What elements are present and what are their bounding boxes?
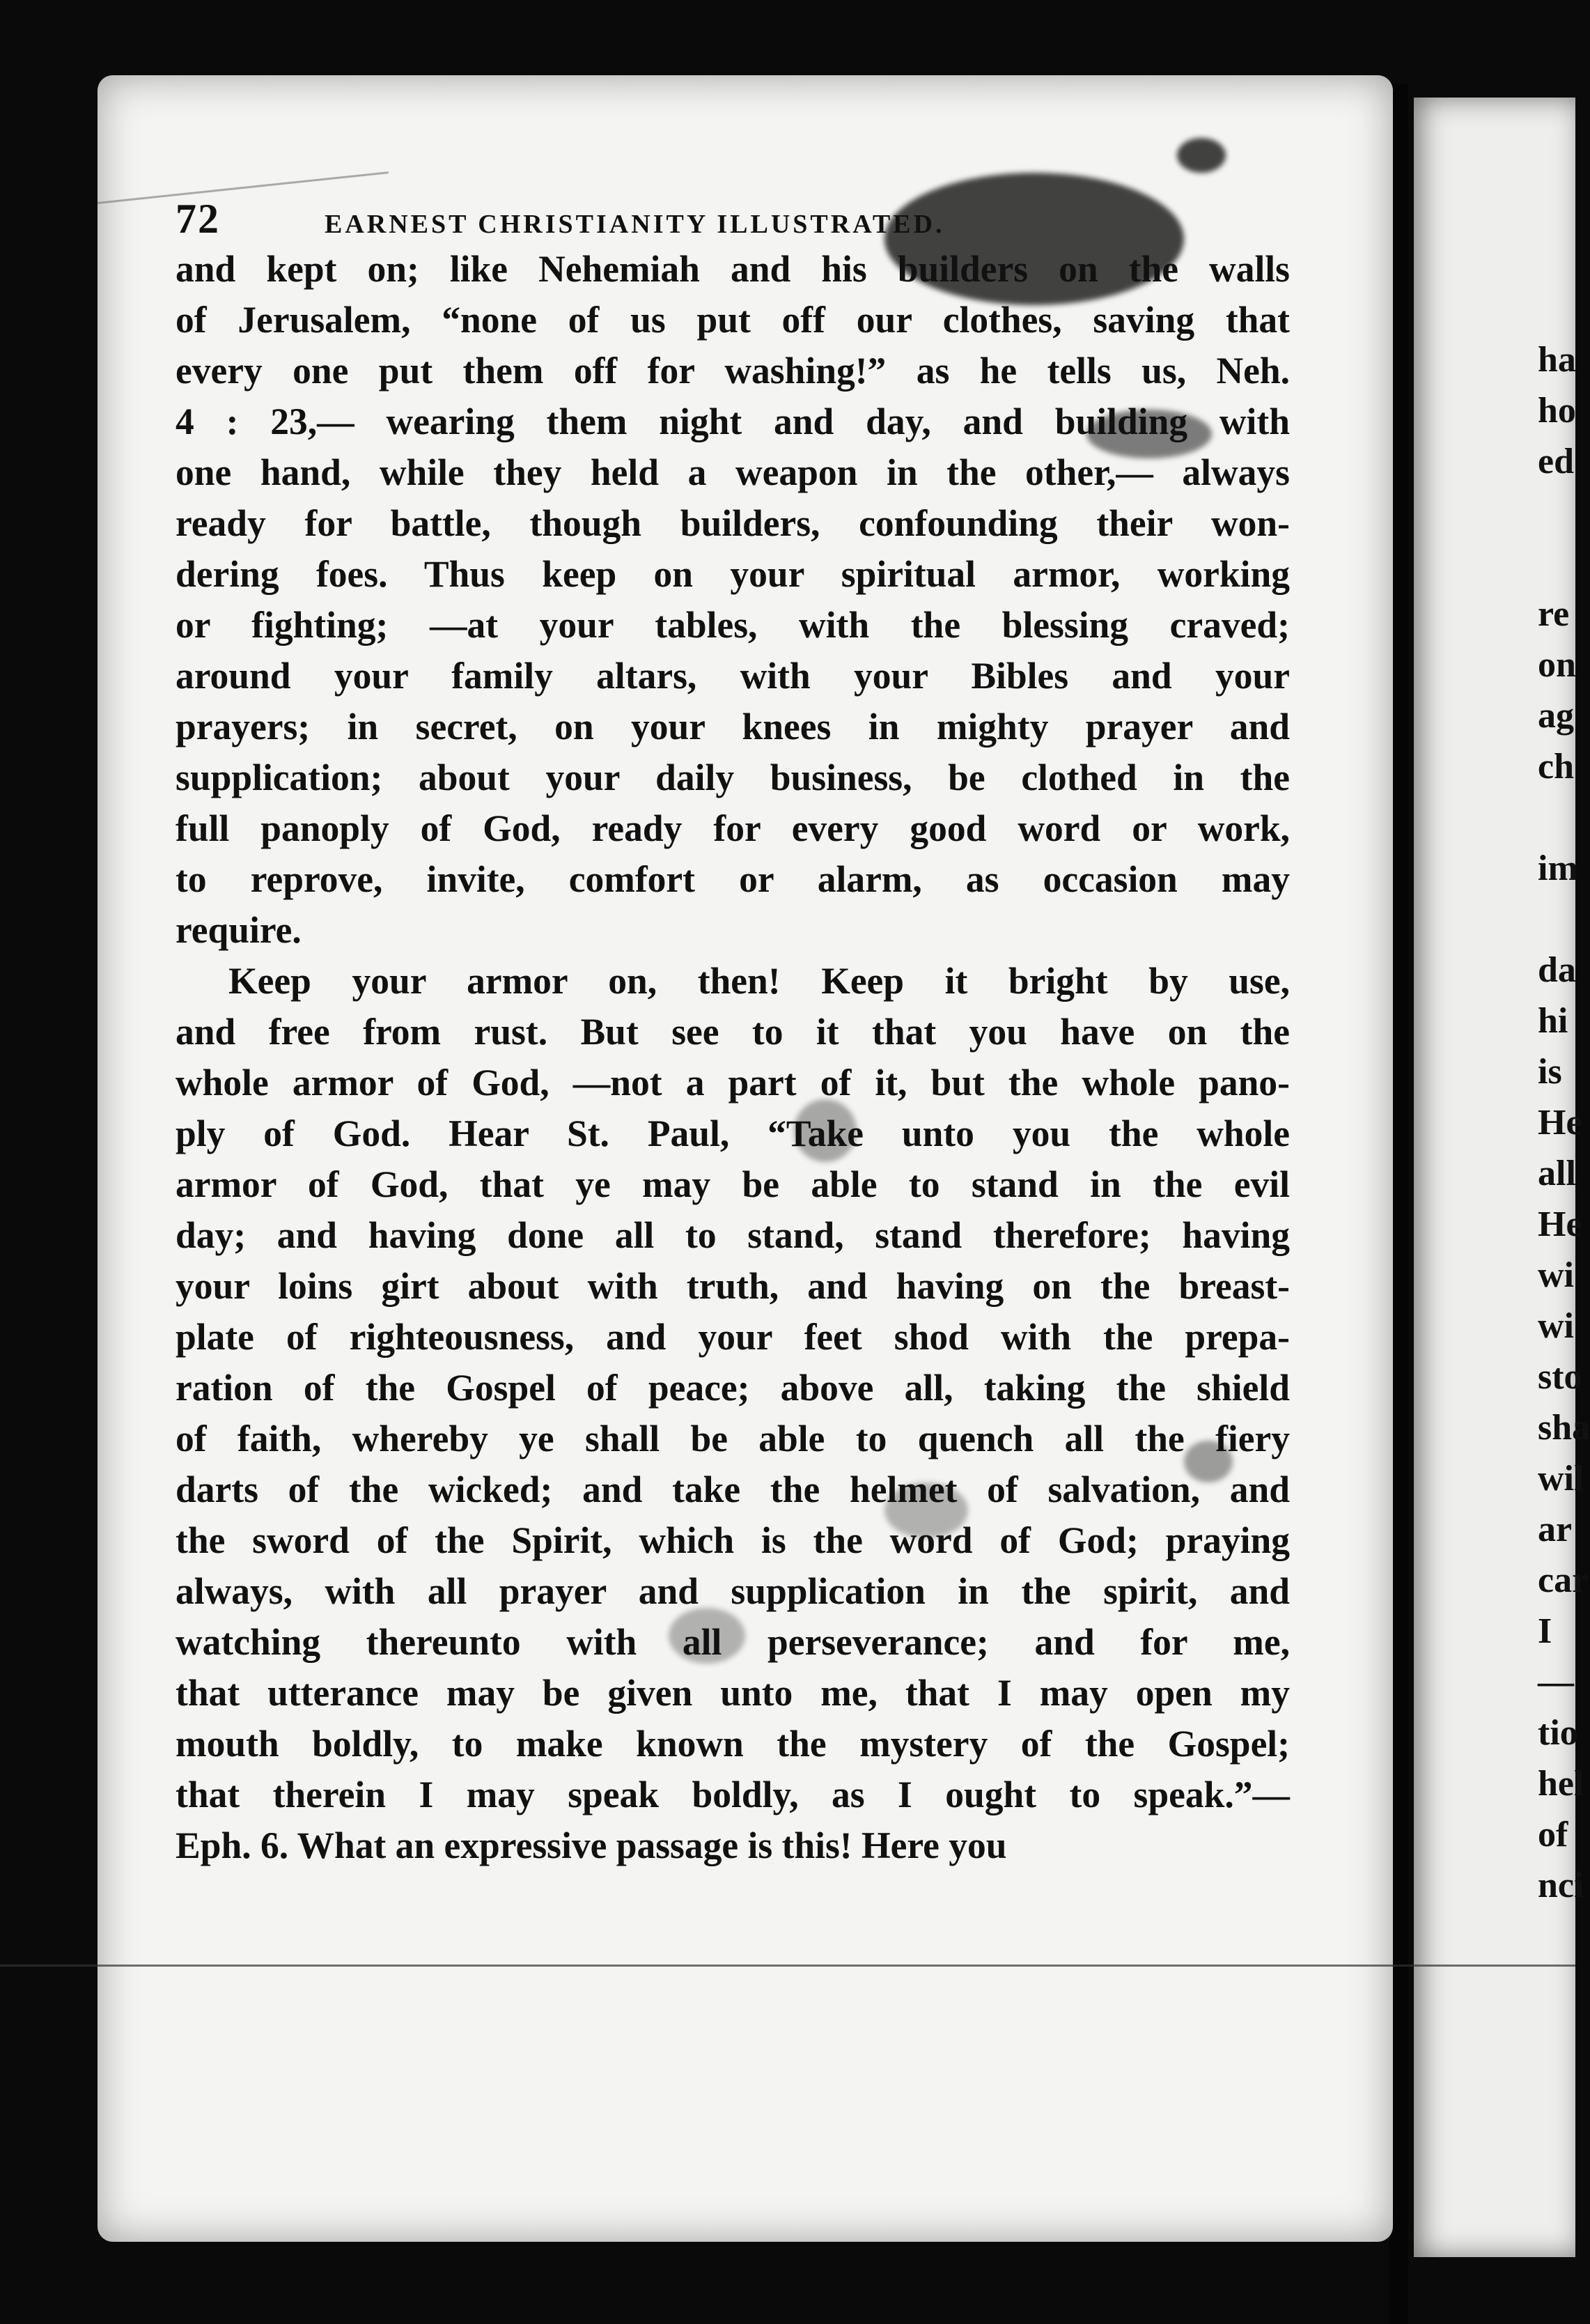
running-title: EARNEST CHRISTIANITY ILLUSTRATED. [325, 210, 945, 239]
text-line: plate of righteousness, and your feet shod with the prepa- [176, 1316, 1290, 1358]
text-line: require. [176, 909, 302, 951]
facing-page-fragment: car [1538, 1560, 1589, 1600]
text-line: to reprove, invite, comfort or alarm, as occasion may [176, 858, 1290, 900]
page-number: 72 [176, 196, 220, 242]
text-line: your loins girt about with truth, and having on the breast- [176, 1265, 1290, 1307]
facing-page-fragment: re [1538, 594, 1570, 634]
facing-page-fragment [1538, 487, 1590, 538]
facing-page-fragment: ho [1538, 391, 1576, 431]
text-line: ration of the Gospel of peace; above all, taking the shield [176, 1367, 1290, 1409]
facing-page-fragment: im [1538, 849, 1578, 888]
text-line: darts of the wicked; and take the helmet of salvation, and [176, 1469, 1290, 1510]
running-head [176, 195, 1234, 243]
text-line: ready for battle, though builders, confounding their won- [176, 502, 1290, 544]
facing-page-fragment: hi [1538, 1001, 1568, 1041]
text-line: of Jerusalem, “none of us put off our clothes, saving that [176, 299, 1290, 341]
text-line: always, with all prayer and supplication in the spirit, and [176, 1570, 1290, 1612]
facing-page-fragment: hel [1538, 1764, 1584, 1804]
facing-page-fragment: wil [1538, 1459, 1584, 1498]
text-line: watching thereunto with all perseverance; and for me, [176, 1621, 1290, 1663]
text-line: one hand, while they held a weapon in the other,— always [176, 451, 1290, 493]
text-line: supplication; about your daily business, be clothed in the [176, 757, 1290, 798]
facing-page-fragment [1538, 792, 1590, 843]
facing-page-fragment: da [1538, 950, 1576, 990]
facing-page-fragment: ha [1538, 340, 1576, 380]
text-line: dering foes. Thus keep on your spiritual armor, working [176, 553, 1290, 595]
text-line: 4 : 23,— wearing them night and day, and building with [176, 401, 1290, 442]
scan-line [0, 1965, 1575, 1967]
text-line: around your family altars, with your Bibles and your [176, 655, 1290, 697]
text-line: mouth boldly, to make known the mystery of the Gospel; [176, 1723, 1290, 1765]
facing-page-fragment: sto [1538, 1357, 1582, 1397]
facing-page-fragment: wi [1538, 1306, 1574, 1346]
facing-page-fragment: wi [1538, 1255, 1574, 1295]
facing-page-fragment: of [1538, 1815, 1568, 1854]
text-line: day; and having done all to stand, stand therefore; having [176, 1214, 1290, 1256]
facing-page-text [1538, 334, 1590, 1911]
facing-page-fragment: nci [1538, 1866, 1584, 1905]
facing-page-fragment: is [1538, 1052, 1562, 1092]
facing-page-fragment: ag [1538, 696, 1574, 736]
text-line: of faith, whereby ye shall be able to quench all the fiery [176, 1418, 1290, 1459]
facing-page-fragment: He [1538, 1103, 1582, 1142]
facing-page-fragment: sha [1538, 1408, 1590, 1448]
text-line: Keep your armor on, then! Keep it bright by use, [228, 960, 1290, 1002]
body-text [176, 244, 1290, 1871]
text-line: that utterance may be given unto me, that I may open my [176, 1672, 1290, 1714]
facing-page-fragment: ar [1538, 1510, 1573, 1549]
text-line: and kept on; like Nehemiah and his builders on the walls [176, 248, 1290, 290]
text-line: armor of God, that ye may be able to stand in the evil [176, 1163, 1290, 1205]
facing-page-fragment [1538, 894, 1590, 945]
text-line: Eph. 6. What an expressive passage is this! Here you [176, 1825, 1007, 1866]
text-line: prayers; in secret, on your knees in mighty prayer and [176, 706, 1290, 747]
facing-page-fragment: on [1538, 645, 1576, 685]
text-line: full panoply of God, ready for every good word or work, [176, 807, 1290, 849]
facing-page-fragment: tio [1538, 1713, 1578, 1753]
text-line: the sword of the Spirit, which is the word of God; praying [176, 1519, 1290, 1561]
facing-page-fragment: ed [1538, 442, 1574, 481]
facing-page-fragment: all [1538, 1154, 1576, 1193]
text-line: every one put them off for washing!” as he tells us, Neh. [176, 350, 1290, 392]
ink-stain [1177, 138, 1226, 173]
text-line: or fighting; —at your tables, with the blessing craved; [176, 604, 1290, 646]
facing-page-fragment: — [1538, 1662, 1574, 1702]
text-line: ply of God. Hear St. Paul, “Take unto you the whole [176, 1113, 1290, 1154]
facing-page-fragment: ch [1538, 747, 1574, 787]
text-line: and free from rust. But see to it that you have on the [176, 1011, 1290, 1053]
text-line: whole armor of God, —not a part of it, but the whole pano- [176, 1062, 1290, 1103]
facing-page-fragment: He [1538, 1204, 1582, 1244]
text-line: that therein I may speak boldly, as I ought to speak.”— [176, 1774, 1290, 1815]
facing-page-fragment: I [1538, 1611, 1552, 1651]
facing-page-fragment [1538, 538, 1590, 589]
